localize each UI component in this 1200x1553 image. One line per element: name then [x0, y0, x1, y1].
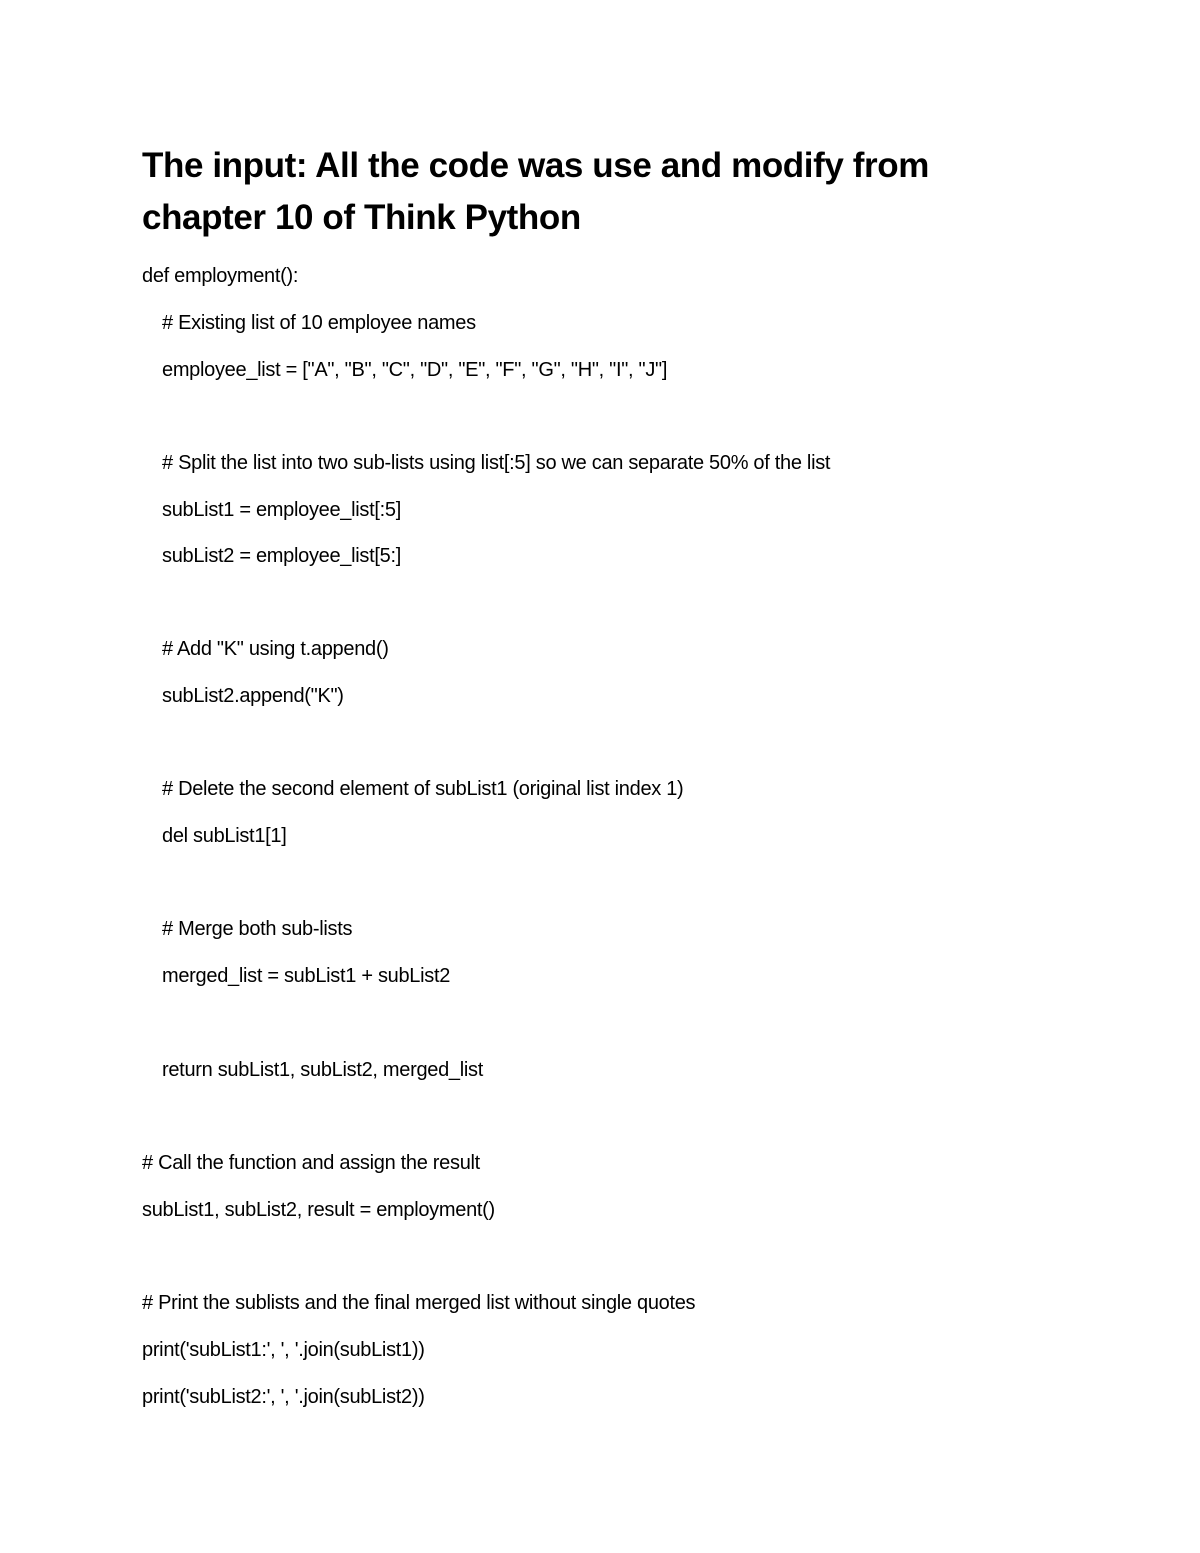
code-print-sublist1: print('subList1:', ', '.join(subList1)) [142, 1339, 425, 1361]
code-sublist2-assign: subList2 = employee_list[5:] [162, 545, 401, 567]
code-def-line: def employment(): [142, 265, 299, 287]
code-print-sublist2: print('subList2:', ', '.join(subList2)) [142, 1386, 425, 1408]
heading-line-2: chapter 10 of Think Python [142, 198, 581, 237]
code-comment-add: # Add "K" using t.append() [162, 638, 389, 660]
code-del-line: del subList1[1] [162, 825, 287, 847]
code-append-line: subList2.append("K") [162, 685, 344, 707]
code-comment-merge: # Merge both sub-lists [162, 918, 353, 940]
code-return-line: return subList1, subList2, merged_list [162, 1059, 483, 1081]
code-comment-print: # Print the sublists and the final merged list without single quotes [142, 1292, 696, 1314]
code-employee-list: employee_list = ["A", "B", "C", "D", "E", "F", "G", "H", "I", "J"] [162, 359, 668, 381]
heading-line-1: The input: All the code was use and modify from [142, 146, 929, 185]
code-comment-existing: # Existing list of 10 employee names [162, 312, 476, 334]
code-merge-line: merged_list = subList1 + subList2 [162, 965, 451, 987]
code-comment-delete: # Delete the second element of subList1 (original list index 1) [162, 778, 684, 800]
code-comment-split: # Split the list into two sub-lists using list[:5] so we can separate 50% of the list [162, 452, 831, 474]
document-heading [142, 140, 1072, 244]
code-comment-call: # Call the function and assign the result [142, 1152, 480, 1174]
code-call-line: subList1, subList2, result = employment() [142, 1199, 495, 1221]
code-sublist1-assign: subList1 = employee_list[:5] [162, 499, 401, 521]
